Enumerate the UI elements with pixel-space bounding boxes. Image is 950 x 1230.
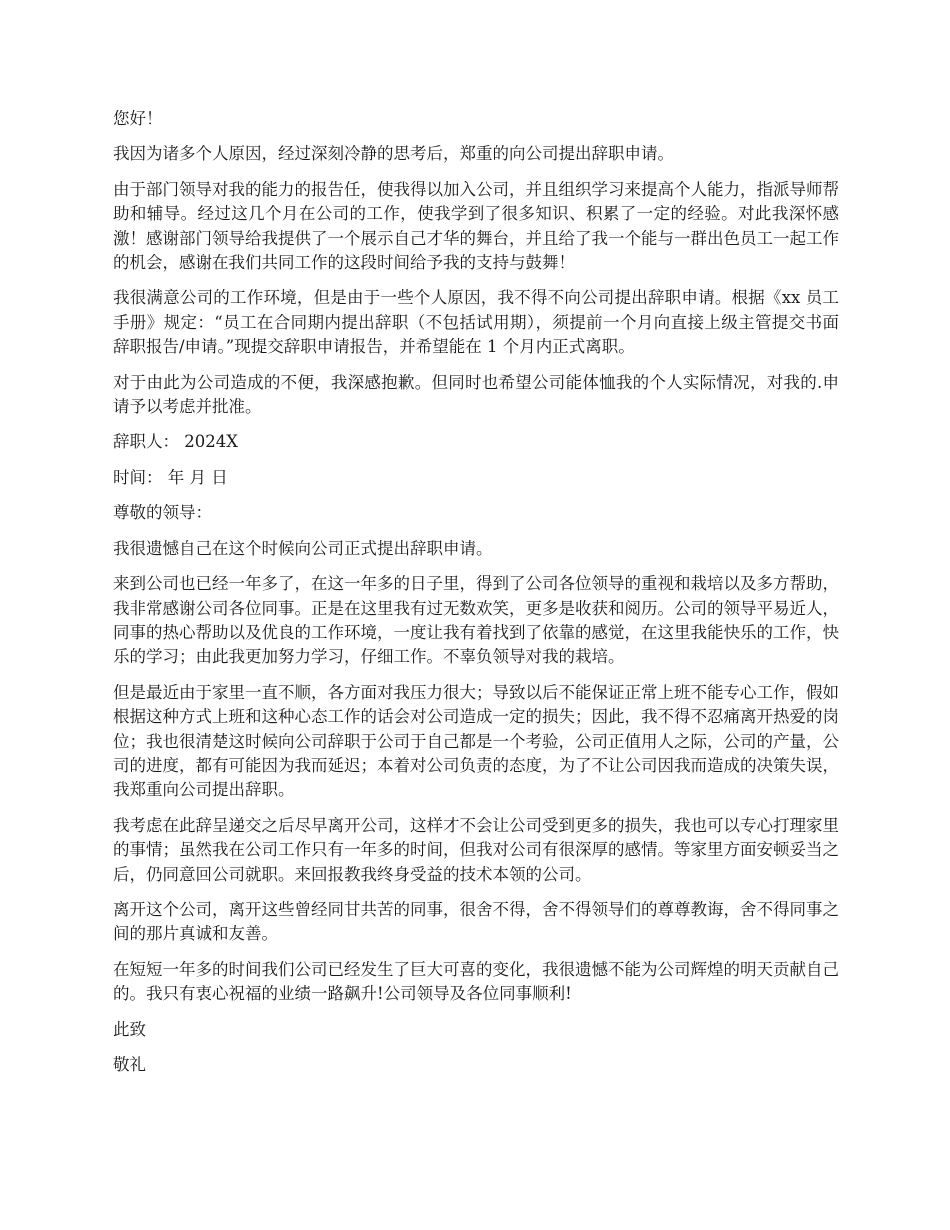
paragraph: 我很遗憾自己在这个时候向公司正式提出辞职申请。: [113, 538, 493, 558]
paragraph: 由于部门领导对我的能力的报告任，使我得以加入公司，并且组织学习来提高个人能力，指派导师帮助和辅导。经过这几个月在公司的工作，使我学到了很多知识、积累了一定的经验。对此我深怀感激！感谢部门领导给我提供了一个展示自己才华的舞台，并且给了我一个能与一群出色员工一起工作的机会，感谢在我们共同工作的这段时间给予我的支持与鼓舞！: [113, 179, 839, 273]
greeting: 您好！: [113, 109, 163, 128]
paragraph: 我因为诸多个人原因，经过深刻冷静的思考后，郑重的向公司提出辞职申请。: [113, 144, 674, 164]
signer-line: 辞职人： 2024X: [113, 432, 238, 452]
closing-line: 敬礼: [113, 1055, 146, 1074]
document-page: [113, 107, 839, 1088]
paragraph: 在短短一年多的时间我们公司已经发生了巨大可喜的变化，我很遗憾不能为公司辉煌的明天贡献自己的。我只有衷心祝福的业绩一路飙升!公司领导及各位同事顺利!: [113, 959, 839, 1004]
paragraph: 我考虑在此辞呈递交之后尽早离开公司，这样才不会让公司受到更多的损失，我也可以专心打理家里的事情；虽然我在公司工作只有一年多的时间，但我对公司有很深厚的感情。等家里方面安顿妥当之后，仍同意回公司就职。来回报教我终身受益的技术本领的公司。: [113, 815, 839, 884]
salutation: 尊敬的领导：: [113, 503, 212, 523]
paragraph: 离开这个公司，离开这些曾经同甘共苦的同事，很舍不得，舍不得领导们的尊尊教诲，舍不得同事之间的那片真诚和友善。: [113, 899, 839, 944]
paragraph: 对于由此为公司造成的不便，我深感抱歉。但同时也希望公司能体恤我的个人实际情况，对我的.申请予以考虑并批准。: [113, 372, 839, 417]
paragraph: 我很满意公司的工作环境，但是由于一些个人原因，我不得不向公司提出辞职申请。根据《xx 员工手册》规定：“员工在合同期内提出辞职（不包括试用期），须提前一个月向直接上级主管提交书面辞职报告/申请。”现提交辞职申请报告，并希望能在 1 个月内正式离职。: [113, 288, 839, 357]
paragraph: 但是最近由于家里一直不顺，各方面对我压力很大；导致以后不能保证正常上班不能专心工作，假如根据这种方式上班和这种心态工作的话会对公司造成一定的损失；因此，我不得不忍痛离开热爱的岗位；我也很清楚这时候向公司辞职于公司于自己都是一个考验，公司正值用人之际，公司的产量，公司的进度，都有可能因为我而延迟；本着对公司负责的态度，为了不让公司因我而造成的决策失误，我郑重向公司提出辞职。: [113, 682, 839, 800]
date-line: 时间： 年 月 日: [113, 467, 228, 487]
paragraph: 来到公司也已经一年多了，在这一年多的日子里，得到了公司各位领导的重视和栽培以及多方帮助，我非常感谢公司各位同事。正是在这里我有过无数欢笑，更多是收获和阅历。公司的领导平易近人，同事的热心帮助以及优良的工作环境，一度让我有着找到了依靠的感觉，在这里我能快乐的工作，快乐的学习；由此我更加努力学习，仔细工作。不辜负领导对我的栽培。: [113, 574, 839, 667]
closing-line: 此致: [113, 1019, 146, 1039]
